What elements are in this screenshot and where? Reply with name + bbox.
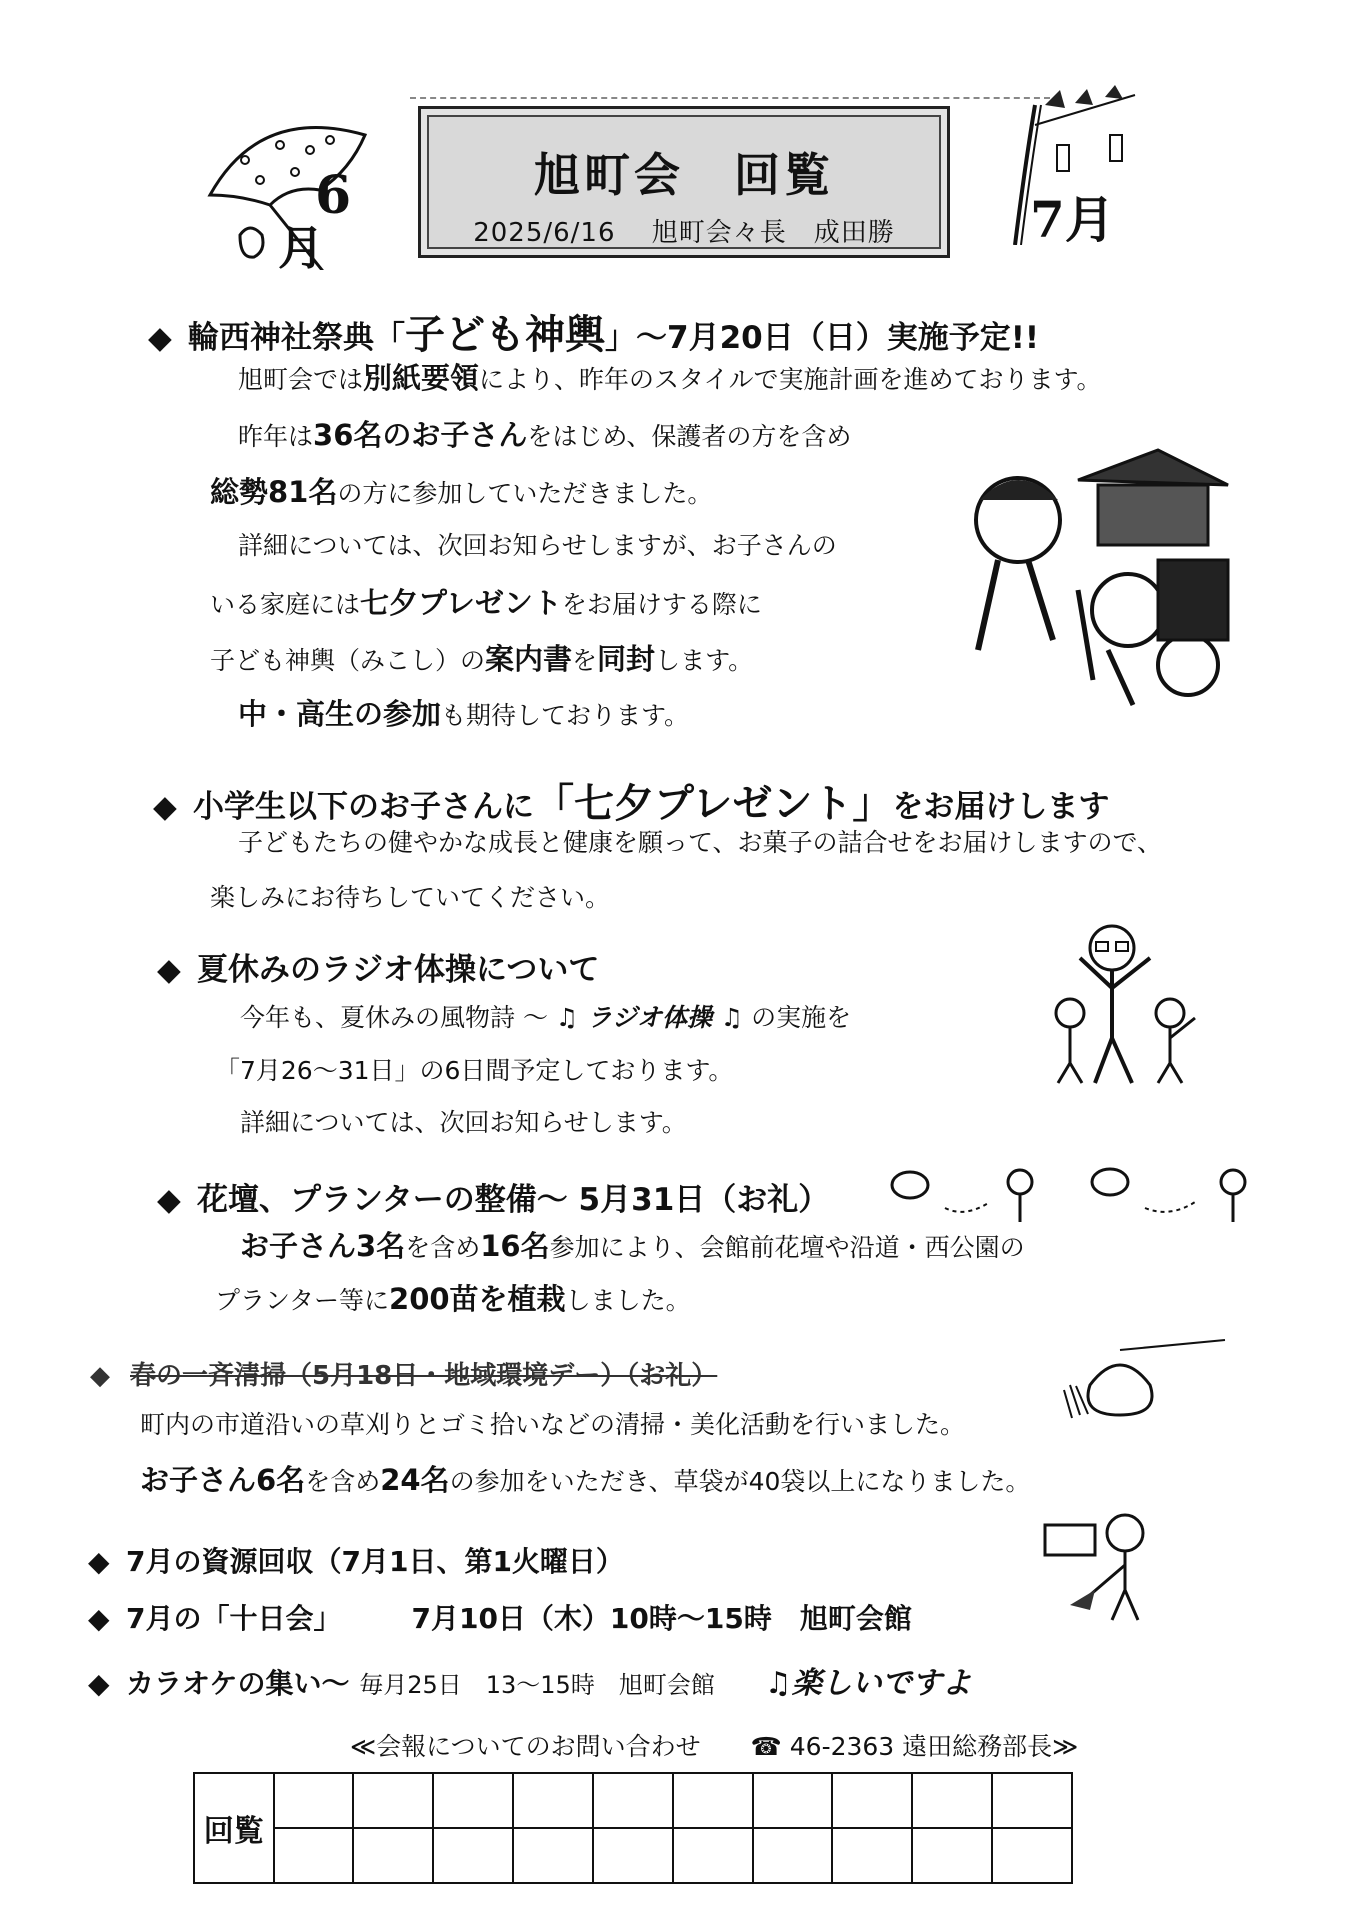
cleaning-illustration: [1050, 1330, 1230, 1420]
section1-line5: いる家庭には七夕プレゼントをお届けする際に: [210, 586, 762, 620]
month-left-char: 月: [278, 221, 324, 275]
bullet-icon: ◆: [90, 1361, 110, 1391]
section1-line2: 昨年は36名のお子さんをはじめ、保護者の方を含め: [238, 418, 852, 452]
bullet-icon: ◆: [148, 320, 172, 356]
stamp-cell[interactable]: [593, 1773, 673, 1828]
bullet-icon: ◆: [88, 1545, 110, 1578]
stamp-cell[interactable]: [673, 1773, 753, 1828]
section1-head-emphasis: 子ども神輿: [405, 312, 605, 358]
stamp-cell[interactable]: [912, 1828, 992, 1883]
stamp-cell[interactable]: [992, 1773, 1072, 1828]
section1-line1: 旭町会では別紙要領により、昨年のスタイルで実施計画を進めております。: [238, 361, 1102, 395]
stamp-cell[interactable]: [433, 1773, 513, 1828]
section2-heading: [153, 772, 1109, 829]
section2-head-emphasis: 「七夕プレゼント」: [534, 781, 893, 827]
mikoshi-illustration: [958, 440, 1248, 710]
stamp-cell[interactable]: [353, 1773, 433, 1828]
stamp-cell[interactable]: [753, 1773, 833, 1828]
stamp-cell[interactable]: [753, 1828, 833, 1883]
stamp-cell[interactable]: [513, 1773, 593, 1828]
section3-line3: 詳細については、次回お知らせします。: [240, 1108, 687, 1137]
title-box: [418, 106, 950, 258]
header-divider: [410, 97, 1050, 99]
month-right: 7月: [1030, 190, 1115, 249]
stamp-cell[interactable]: [353, 1828, 433, 1883]
sweeping-boy-illustration: [1040, 1505, 1170, 1625]
section2-line2: 楽しみにお待ちしていてください。: [210, 883, 611, 912]
section3-heading: ◆ 夏休みのラジオ体操について: [157, 952, 600, 988]
event-resource-collection: ◆ 7月の資源回収（7月1日、第1火曜日）: [88, 1545, 624, 1578]
month-left-number: 6: [315, 165, 352, 226]
radio-exercise-illustration: [1040, 918, 1210, 1088]
section4-line2: プランター等に200苗を植栽しました。: [215, 1282, 691, 1316]
section5-line2: お子さん6名を含め24名の参加をいただき、草袋が40袋以上になりました。: [140, 1463, 1031, 1497]
bullet-icon: ◆: [153, 789, 177, 825]
section5-line1: 町内の市道沿いの草刈りとゴミ拾いなどの清掃・美化活動を行いました。: [140, 1410, 966, 1439]
section1-heading: [148, 303, 1039, 360]
contact-line: ≪会報についてのお問い合わせ ☎ 46-2363 遠田総務部長≫: [350, 1732, 1079, 1761]
bee-flower-illustration: [880, 1160, 1260, 1230]
stamp-cell[interactable]: [274, 1828, 354, 1883]
stamp-cell[interactable]: [433, 1828, 513, 1883]
event-tokakai: ◆ 7月の「十日会」 7月10日（木）10時～15時 旭町会館: [88, 1602, 912, 1635]
section1-line3: 総勢81名の方に参加していただきました。: [210, 475, 713, 509]
circulation-table: [193, 1772, 1073, 1884]
bullet-icon: ◆: [88, 1667, 110, 1700]
stamp-cell[interactable]: [673, 1828, 753, 1883]
stamp-cell[interactable]: [832, 1773, 912, 1828]
section1-line7: 中・高生の参加も期待しております。: [238, 697, 690, 731]
issue-date: 2025/6/16: [473, 218, 616, 248]
section5-heading: ◆ 春の一斉清掃（5月18日・地域環境デー）（お礼）: [90, 1361, 718, 1391]
section1-line4: 詳細については、次回お知らせしますが、お子さんの: [238, 531, 837, 560]
circulation-label: 回覧: [194, 1773, 274, 1883]
section2-head-c: をお届けします: [892, 789, 1110, 825]
bullet-icon: ◆: [88, 1602, 110, 1635]
section2-line1: 子どもたちの健やかな成長と健康を願って、お菓子の詰合せをお届けしますので、: [238, 828, 1163, 857]
section4-line1: お子さん3名を含め16名参加により、会館前花壇や沿道・西公園の: [240, 1229, 1025, 1263]
stamp-cell[interactable]: [992, 1828, 1072, 1883]
stamp-cell[interactable]: [274, 1773, 354, 1828]
stamp-cell[interactable]: [912, 1773, 992, 1828]
event-karaoke: ◆ カラオケの集い～ 毎月25日 13～15時 旭町会館 ♫楽しいですよ: [88, 1666, 972, 1701]
section3-line1: 今年も、夏休みの風物詩 ～ ♫ ラジオ体操 ♫ の実施を: [240, 1003, 852, 1032]
section1-head-suffix: 」～7月20日（日）実施予定!!: [605, 320, 1039, 356]
document-meta: [429, 212, 939, 249]
stamp-cell[interactable]: [593, 1828, 673, 1883]
issuer: 旭町会々長 成田勝: [651, 218, 895, 248]
section1-line6: 子ども神輿（みこし）の案内書を同封します。: [210, 642, 754, 676]
stamp-cell[interactable]: [513, 1828, 593, 1883]
bullet-icon: ◆: [157, 1182, 181, 1218]
document-title: 旭町会 回覧: [534, 148, 834, 202]
bullet-icon: ◆: [157, 952, 181, 988]
section3-line2: 「7月26～31日」の6日間予定しております。: [215, 1056, 734, 1085]
section1-head-prefix: 輪西神社祭典「: [188, 320, 405, 356]
section2-head-a: 小学生以下のお子さんに: [193, 789, 534, 825]
stamp-cell[interactable]: [832, 1828, 912, 1883]
section4-heading: ◆ 花壇、プランターの整備～ 5月31日（お礼）: [157, 1182, 830, 1218]
